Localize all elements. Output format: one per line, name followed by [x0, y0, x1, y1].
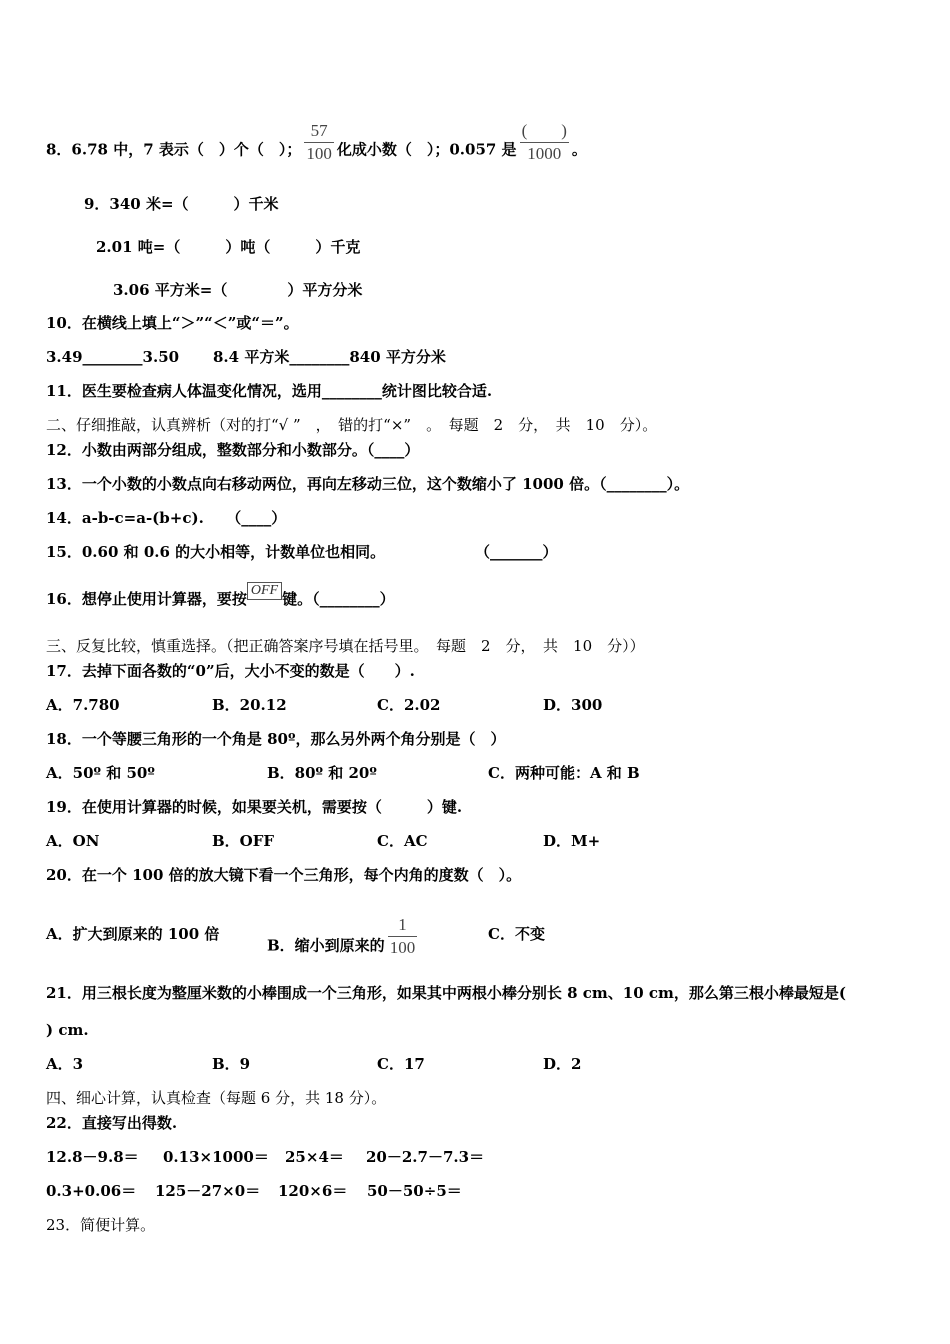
question-22-title: 22．直接写出得数.	[46, 1114, 178, 1132]
q18-option-b: B．80º 和 20º	[267, 764, 377, 782]
q8-text-3: 。	[571, 140, 587, 159]
q20-option-c: C．不变	[488, 925, 545, 943]
question-14: 14．a-b-c=a-(b+c). （____）	[46, 509, 287, 527]
question-9-line-1: 9．340 米=（ ）千米	[84, 195, 279, 213]
off-key-icon: OFF	[247, 582, 282, 600]
q18-option-c: C．两种可能：A 和 B	[488, 764, 640, 782]
question-9-line-2: 2.01 吨=（ ）吨（ ）千克	[96, 238, 361, 256]
q19-option-d: D．M+	[543, 832, 601, 850]
q21-option-a: A．3	[46, 1055, 84, 1073]
calc-item: 0.3+0.06＝	[46, 1182, 137, 1200]
q19-option-c: C．AC	[377, 832, 428, 850]
fraction-denominator: 100	[306, 144, 332, 163]
q8-text-1: 8．6.78 中，7 表示（ ）个（ ）；	[46, 140, 302, 159]
q18-option-a: A．50º 和 50º	[46, 764, 155, 782]
question-17: 17．去掉下面各数的“0”后，大小不变的数是（ ）.	[46, 662, 415, 680]
q21-option-c: C．17	[377, 1055, 425, 1073]
q17-option-b: B．20.12	[212, 696, 287, 714]
question-10-b: 8.4 平方米________840 平方分米	[213, 348, 446, 366]
question-15-blank: （_______）	[475, 543, 558, 561]
question-23: 23．简便计算。	[46, 1216, 156, 1234]
q19-option-a: A．ON	[46, 832, 100, 850]
question-10-a: 3.49________3.50	[46, 348, 180, 366]
fraction-blank-1000	[520, 120, 569, 165]
question-21-line-2: ) cm.	[46, 1021, 89, 1039]
q17-option-d: D．300	[543, 696, 603, 714]
q21-option-b: B．9	[212, 1055, 251, 1073]
calc-item: 20－2.7－7.3＝	[366, 1148, 485, 1166]
q20-option-a: A．扩大到原来的 100 倍	[46, 925, 220, 943]
question-16	[46, 583, 395, 610]
question-12: 12．小数由两部分组成，整数部分和小数部分。（____）	[46, 441, 420, 459]
question-11: 11．医生要检查病人体温变化情况，选用________统计图比较合适.	[46, 382, 493, 400]
section-2-heading: 二、仔细推敲，认真辨析（对的打“√ ” ， 错的打“×” 。 每题 2 分， 共 10 分）。	[46, 416, 658, 434]
q20-option-b-text: B．缩小到原来的	[267, 936, 385, 955]
question-20: 20．在一个 100 倍的放大镜下看一个三角形，每个内角的度数（ ）。	[46, 866, 522, 884]
question-18: 18．一个等腰三角形的一个角是 80º，那么另外两个角分别是（ ）	[46, 730, 506, 748]
section-4-heading: 四、细心计算，认真检查（每题 6 分，共 18 分）。	[46, 1089, 387, 1107]
question-21-line-1: 21．用三根长度为整厘米数的小棒围成一个三角形，如果其中两根小棒分别长 8 cm、10 cm，那么第三根小棒最短是(	[46, 984, 846, 1002]
calc-item: 25×4＝	[285, 1148, 344, 1166]
q8-text-2: 化成小数（ ）；0.057 是	[336, 140, 517, 159]
fraction-numerator: 1	[398, 915, 407, 934]
section-3-heading: 三、反复比较，慎重选择。（把正确答案序号填在括号里。 每题 2 分， 共 10 分））	[46, 637, 645, 655]
calc-item: 120×6＝	[278, 1182, 348, 1200]
calc-item: 0.13×1000＝	[163, 1148, 269, 1166]
fraction-denominator: 100	[389, 938, 416, 957]
q16-text-2: 键。（________）	[282, 590, 395, 608]
q21-option-d: D．2	[543, 1055, 582, 1073]
fraction-numerator: ( )	[521, 121, 567, 140]
question-9-line-3: 3.06 平方米=（ ）平方分米	[113, 281, 363, 299]
q16-text-1: 16．想停止使用计算器，要按	[46, 590, 247, 608]
fraction-57-100	[304, 120, 334, 165]
question-15: 15．0.60 和 0.6 的大小相等，计数单位也相同。	[46, 543, 386, 561]
fraction-denominator: 1000	[520, 142, 569, 165]
calc-item: 50－50÷5＝	[367, 1182, 462, 1200]
question-10-title: 10．在横线上填上“＞”“＜”或“＝”。	[46, 314, 299, 332]
question-8	[46, 121, 587, 173]
question-19: 19．在使用计算器的时候，如果要关机，需要按（ ）键.	[46, 798, 463, 816]
q20-option-b	[267, 915, 420, 969]
fraction-1-100	[388, 914, 418, 959]
calc-item: 12.8－9.8＝	[46, 1148, 139, 1166]
fraction-numerator: 57	[310, 121, 328, 140]
q19-option-b: B．OFF	[212, 832, 275, 850]
q17-option-c: C．2.02	[377, 696, 441, 714]
calc-item: 125－27×0＝	[155, 1182, 261, 1200]
q17-option-a: A．7.780	[46, 696, 120, 714]
question-13: 13．一个小数的小数点向右移动两位，再向左移动三位，这个数缩小了 1000 倍。（________）。	[46, 475, 690, 493]
